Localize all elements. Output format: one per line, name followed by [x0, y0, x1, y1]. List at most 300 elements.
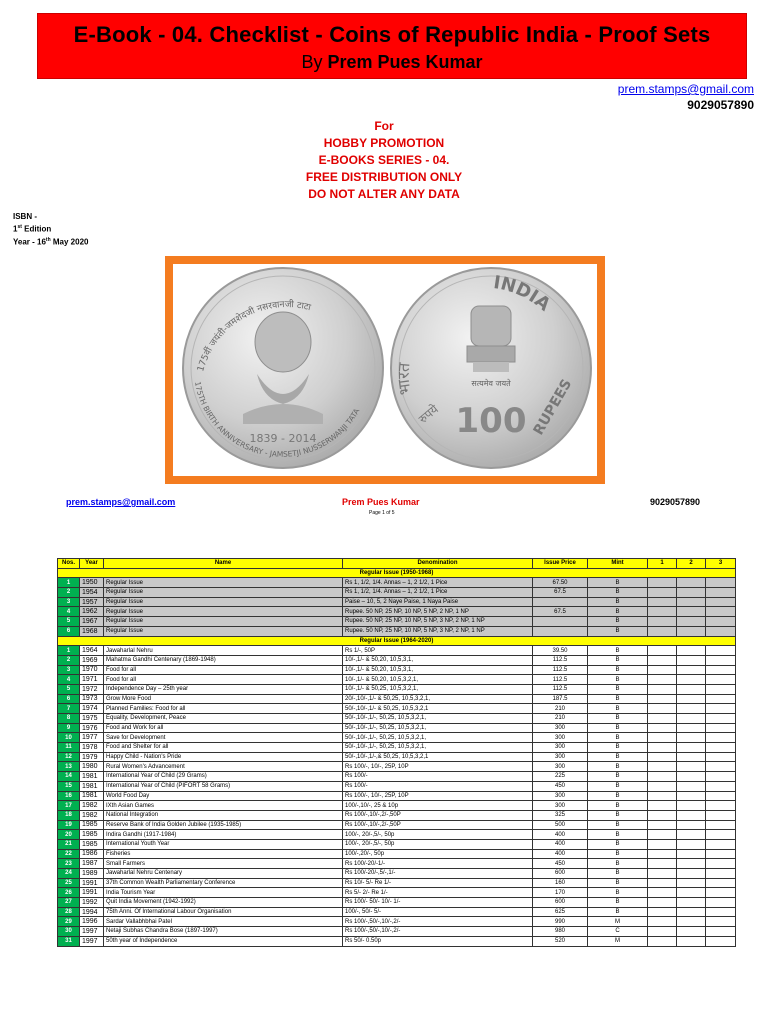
table-row [58, 588, 736, 598]
row-mint: B [588, 743, 648, 753]
row-year: 1974 [80, 704, 104, 714]
row-number: 2 [58, 588, 80, 598]
checkbox-cell[interactable] [706, 781, 736, 791]
checkbox-cell[interactable] [677, 665, 706, 675]
checkbox-cell[interactable] [648, 772, 677, 782]
row-name: Reserve Bank of India Golden Jubilee (1935-1985) [104, 820, 343, 830]
table-header-row [58, 559, 736, 569]
row-number: 24 [58, 869, 80, 879]
checkbox-cell[interactable] [706, 723, 736, 733]
table-row [58, 762, 736, 772]
checkbox-cell[interactable] [648, 607, 677, 617]
row-name: Planned Families: Food for all [104, 704, 343, 714]
section-header-row [58, 568, 736, 578]
row-denomination: Rs 100/-, 10/-, 25P, 10P [343, 762, 533, 772]
row-year: 1997 [80, 936, 104, 946]
checkbox-cell[interactable] [677, 704, 706, 714]
checkbox-cell[interactable] [706, 839, 736, 849]
row-issue-price: 300 [533, 733, 588, 743]
checkbox-cell[interactable] [677, 714, 706, 724]
row-denomination: 100/-, 20/-,5/-, 50p [343, 830, 533, 840]
row-denomination: Rs 100/-,10/-,2/-,50P [343, 820, 533, 830]
row-number: 18 [58, 810, 80, 820]
checkbox-cell[interactable] [648, 626, 677, 636]
row-issue-price: 600 [533, 898, 588, 908]
email-link[interactable]: prem.stamps@gmail.com [617, 82, 754, 96]
checkbox-cell[interactable] [677, 791, 706, 801]
row-denomination: Rs 1/-, 50P [343, 646, 533, 656]
checkbox-cell[interactable] [706, 714, 736, 724]
table-row [58, 607, 736, 617]
checkbox-cell[interactable] [677, 597, 706, 607]
checkbox-cell[interactable] [706, 762, 736, 772]
row-name: Food for all [104, 665, 343, 675]
row-year: 1991 [80, 888, 104, 898]
checklist-table [57, 558, 736, 947]
col-header: Denomination [343, 559, 533, 569]
checkbox-cell[interactable] [706, 733, 736, 743]
checkbox-cell[interactable] [648, 878, 677, 888]
table-row [58, 839, 736, 849]
row-number: 21 [58, 839, 80, 849]
coin-illustration [173, 264, 597, 476]
checkbox-cell[interactable] [706, 830, 736, 840]
coin-reverse [391, 268, 591, 468]
row-name: Jawaharlal Nehru [104, 646, 343, 656]
checkbox-cell[interactable] [677, 752, 706, 762]
phone-number: 9029057890 [687, 98, 754, 112]
row-name: International Year of Child (PIFORT 58 Grams) [104, 781, 343, 791]
row-mint: B [588, 859, 648, 869]
row-mint: M [588, 917, 648, 927]
row-name: 37th Common Wealth Parliamentary Conference [104, 878, 343, 888]
checkbox-cell[interactable] [706, 665, 736, 675]
checkbox-cell[interactable] [648, 791, 677, 801]
checkbox-cell[interactable] [706, 936, 736, 946]
row-year: 1977 [80, 733, 104, 743]
checkbox-cell[interactable] [648, 617, 677, 627]
row-mint: B [588, 665, 648, 675]
checkbox-cell[interactable] [648, 830, 677, 840]
row-denomination: 50/-,10/-,1/-, 50,25, 10,5,3,2,1, [343, 723, 533, 733]
checkbox-cell[interactable] [648, 665, 677, 675]
checkbox-cell[interactable] [648, 752, 677, 762]
row-year: 1994 [80, 907, 104, 917]
coin-right-left-text: भारत [393, 361, 415, 397]
checkbox-cell[interactable] [706, 772, 736, 782]
row-number: 26 [58, 888, 80, 898]
checkbox-cell[interactable] [677, 675, 706, 685]
checkbox-cell[interactable] [677, 849, 706, 859]
row-denomination: Rs 100/-20/-1/- [343, 859, 533, 869]
checkbox-cell[interactable] [677, 830, 706, 840]
row-denomination: 10/-,1/- & 50,25, 10,5,3,2,1, [343, 684, 533, 694]
checkbox-cell[interactable] [706, 646, 736, 656]
row-number: 5 [58, 617, 80, 627]
checkbox-cell[interactable] [706, 820, 736, 830]
table-row [58, 849, 736, 859]
checkbox-cell[interactable] [648, 704, 677, 714]
checkbox-cell[interactable] [648, 820, 677, 830]
row-year: 1976 [80, 723, 104, 733]
row-denomination: 10/-,1/- & 50,20, 10,5,3,1, [343, 655, 533, 665]
row-mint: B [588, 869, 648, 879]
row-year: 1971 [80, 675, 104, 685]
row-mint: B [588, 675, 648, 685]
checkbox-cell[interactable] [648, 810, 677, 820]
checkbox-cell[interactable] [706, 675, 736, 685]
row-mint: B [588, 597, 648, 607]
row-issue-price: 39.50 [533, 646, 588, 656]
row-year: 1985 [80, 820, 104, 830]
table-row [58, 878, 736, 888]
checkbox-cell[interactable] [706, 849, 736, 859]
checkbox-cell[interactable] [648, 907, 677, 917]
row-denomination: Rs 100/-,50/-,10/-,2/- [343, 917, 533, 927]
table-row [58, 907, 736, 917]
row-year: 1950 [80, 578, 104, 588]
checkbox-cell[interactable] [677, 907, 706, 917]
table-row [58, 733, 736, 743]
row-name: Food for all [104, 675, 343, 685]
row-name: Regular Issue [104, 617, 343, 627]
row-year: 1967 [80, 617, 104, 627]
checkbox-cell[interactable] [648, 781, 677, 791]
checkbox-cell[interactable] [648, 655, 677, 665]
checkbox-cell[interactable] [706, 704, 736, 714]
checkbox-cell[interactable] [648, 801, 677, 811]
row-year: 1989 [80, 869, 104, 879]
row-year: 1957 [80, 597, 104, 607]
checkbox-cell[interactable] [706, 694, 736, 704]
row-issue-price: 300 [533, 762, 588, 772]
row-issue-price: 500 [533, 820, 588, 830]
promo-block [0, 118, 768, 203]
row-name: Save for Development [104, 733, 343, 743]
row-number: 17 [58, 801, 80, 811]
row-name: Happy Child - Nation's Pride [104, 752, 343, 762]
row-denomination: Rs 100/-,50/-,10/-,2/- [343, 927, 533, 937]
checkbox-cell[interactable] [648, 675, 677, 685]
checkbox-cell[interactable] [706, 588, 736, 598]
row-name: Indira Gandhi (1917-1984) [104, 830, 343, 840]
row-denomination: 10/-,1/- & 50,20, 10,5,3,2,1, [343, 675, 533, 685]
checkbox-cell[interactable] [677, 646, 706, 656]
row-year: 1972 [80, 684, 104, 694]
row-name: Sardar Vallabhbhai Patel [104, 917, 343, 927]
checkbox-cell[interactable] [648, 869, 677, 879]
row-mint: B [588, 801, 648, 811]
row-year: 1985 [80, 830, 104, 840]
coin-motto: सत्यमेव जयते [471, 379, 511, 388]
checkbox-cell[interactable] [677, 820, 706, 830]
checkbox-cell[interactable] [648, 588, 677, 598]
row-number: 28 [58, 907, 80, 917]
row-number: 8 [58, 714, 80, 724]
checkbox-cell[interactable] [677, 859, 706, 869]
checkbox-cell[interactable] [648, 646, 677, 656]
checkbox-cell[interactable] [706, 752, 736, 762]
row-issue-price: 112.5 [533, 675, 588, 685]
row-name: Rural Women's Advancement [104, 762, 343, 772]
checkbox-cell[interactable] [677, 588, 706, 598]
checkbox-cell[interactable] [677, 898, 706, 908]
row-mint: B [588, 646, 648, 656]
row-issue-price: 170 [533, 888, 588, 898]
checkbox-cell[interactable] [677, 617, 706, 627]
checkbox-cell[interactable] [648, 917, 677, 927]
coin-left-bottom-text: 175TH BIRTH ANNIVERSARY - JAMSETJI NUSSERWANJI TATA [192, 380, 362, 459]
row-name: Food and Shelter for all [104, 743, 343, 753]
checkbox-cell[interactable] [648, 684, 677, 694]
checkbox-cell[interactable] [706, 927, 736, 937]
checkbox-cell[interactable] [677, 936, 706, 946]
row-number: 7 [58, 704, 80, 714]
checkbox-cell[interactable] [677, 810, 706, 820]
checkbox-cell[interactable] [648, 839, 677, 849]
row-mint: B [588, 810, 648, 820]
checkbox-cell[interactable] [677, 772, 706, 782]
row-number: 6 [58, 694, 80, 704]
row-name: International Year of Child (29 Grams) [104, 772, 343, 782]
row-number: 25 [58, 878, 80, 888]
checkbox-cell[interactable] [706, 888, 736, 898]
row-issue-price: 300 [533, 723, 588, 733]
row-mint: B [588, 684, 648, 694]
col-header: 1 [648, 559, 677, 569]
row-name: IXth Asian Games [104, 801, 343, 811]
promo-line: HOBBY PROMOTION [323, 136, 445, 150]
footer-phone: 9029057890 [650, 497, 701, 507]
checkbox-cell[interactable] [706, 626, 736, 636]
table-row [58, 936, 736, 946]
row-year: 1987 [80, 859, 104, 869]
row-issue-price: 990 [533, 917, 588, 927]
author-line [38, 52, 746, 73]
checkbox-cell[interactable] [706, 578, 736, 588]
row-name: Netaji Subhas Chandra Bose (1897-1997) [104, 927, 343, 937]
page-number: Page 1 of 5 [369, 510, 395, 516]
checkbox-cell[interactable] [706, 917, 736, 927]
checkbox-cell[interactable] [648, 694, 677, 704]
row-mint: B [588, 849, 648, 859]
row-name: Mahatma Gandhi Centenary (1869-1948) [104, 655, 343, 665]
checkbox-cell[interactable] [648, 733, 677, 743]
row-issue-price: 300 [533, 801, 588, 811]
checkbox-cell[interactable] [677, 869, 706, 879]
row-name: Equality, Development, Peace [104, 714, 343, 724]
row-issue-price: 400 [533, 849, 588, 859]
table-row [58, 791, 736, 801]
row-issue-price: 450 [533, 859, 588, 869]
row-name: 75th Anni. Of International Labour Organisation [104, 907, 343, 917]
row-number: 3 [58, 665, 80, 675]
row-number: 9 [58, 723, 80, 733]
checkbox-cell[interactable] [677, 694, 706, 704]
row-denomination: 50/-,10/-,1/-, 50,25, 10,5,3,2,1, [343, 743, 533, 753]
row-name: Independence Day – 25th year [104, 684, 343, 694]
row-year: 1954 [80, 588, 104, 598]
row-mint: B [588, 694, 648, 704]
row-name: Small Farmers [104, 859, 343, 869]
checkbox-cell[interactable] [677, 927, 706, 937]
checkbox-cell[interactable] [706, 869, 736, 879]
coin-unit: RUPEES [530, 376, 576, 438]
row-issue-price: 300 [533, 752, 588, 762]
checkbox-cell[interactable] [677, 917, 706, 927]
row-denomination: 50/-,10/-,1/-, 50,25, 10,5,3,2,1, [343, 714, 533, 724]
row-mint: B [588, 655, 648, 665]
col-header: Nos. [58, 559, 80, 569]
checkbox-cell[interactable] [648, 927, 677, 937]
row-mint: B [588, 781, 648, 791]
checkbox-cell[interactable] [648, 578, 677, 588]
row-number: 14 [58, 772, 80, 782]
checkbox-cell[interactable] [677, 839, 706, 849]
row-issue-price: 160 [533, 878, 588, 888]
checkbox-cell[interactable] [706, 791, 736, 801]
checkbox-cell[interactable] [677, 878, 706, 888]
checkbox-cell[interactable] [677, 743, 706, 753]
row-mint: B [588, 772, 648, 782]
row-number: 3 [58, 597, 80, 607]
row-issue-price: 187.5 [533, 694, 588, 704]
table-row [58, 859, 736, 869]
row-issue-price [533, 626, 588, 636]
section-header-row [58, 636, 736, 646]
footer-author: Prem Pues Kumar [342, 497, 420, 507]
promo-line: E-BOOKS SERIES - 04. [318, 153, 450, 167]
checkbox-cell[interactable] [706, 907, 736, 917]
row-name: Regular Issue [104, 607, 343, 617]
page-footer [0, 497, 768, 521]
row-issue-price: 67.50 [533, 578, 588, 588]
row-issue-price: 325 [533, 810, 588, 820]
row-denomination: 100/-, 20/-,5/-, 50p [343, 839, 533, 849]
row-denomination: Rupee. 50 NP, 25 NP, 10 NP, 5 NP, 3 NP, 2 NP, 1 NP [343, 617, 533, 627]
row-issue-price: 450 [533, 781, 588, 791]
row-denomination: Rs 100/- 50/- 10/- 1/- [343, 898, 533, 908]
row-year: 1978 [80, 743, 104, 753]
row-name: Fisheries [104, 849, 343, 859]
checkbox-cell[interactable] [677, 801, 706, 811]
checkbox-cell[interactable] [648, 723, 677, 733]
coin-years: 1839 - 2014 [249, 432, 317, 445]
checkbox-cell[interactable] [706, 859, 736, 869]
checkbox-cell[interactable] [677, 723, 706, 733]
row-number: 31 [58, 936, 80, 946]
table-row [58, 578, 736, 588]
row-number: 13 [58, 762, 80, 772]
checkbox-cell[interactable] [677, 762, 706, 772]
coin-hindi-unit: रुपये [415, 402, 441, 427]
row-mint: B [588, 733, 648, 743]
table-row [58, 781, 736, 791]
row-year: 1997 [80, 927, 104, 937]
checkbox-cell[interactable] [706, 898, 736, 908]
table-row [58, 830, 736, 840]
row-number: 27 [58, 898, 80, 908]
row-name: Quit India Movement (1942-1992) [104, 898, 343, 908]
table-row [58, 917, 736, 927]
row-denomination: 50/-,10/-,1/-,& 50,25, 10,5,3,2,1 [343, 752, 533, 762]
checkbox-cell[interactable] [648, 888, 677, 898]
row-denomination: Rs 100/-,10/-,2/-,50P [343, 810, 533, 820]
coin-left-top-text: 175वीं जयंती-जमशेदजी नसरवानजी टाटा [196, 299, 312, 373]
checkbox-cell[interactable] [677, 578, 706, 588]
table-row [58, 694, 736, 704]
footer-email-link[interactable]: prem.stamps@gmail.com [66, 497, 176, 507]
checkbox-cell[interactable] [677, 888, 706, 898]
checkbox-cell[interactable] [648, 597, 677, 607]
checkbox-cell[interactable] [706, 655, 736, 665]
table-row [58, 626, 736, 636]
checkbox-cell[interactable] [677, 607, 706, 617]
checkbox-cell[interactable] [706, 597, 736, 607]
row-year: 1982 [80, 810, 104, 820]
checkbox-cell[interactable] [648, 762, 677, 772]
checkbox-cell[interactable] [648, 714, 677, 724]
table-row [58, 869, 736, 879]
row-number: 5 [58, 684, 80, 694]
row-denomination: Paise – 10, 5, 2 Naye Paise, 1 Naya Paise [343, 597, 533, 607]
lion-capital-icon [467, 306, 515, 372]
checkbox-cell[interactable] [648, 849, 677, 859]
row-mint: B [588, 704, 648, 714]
checkbox-cell[interactable] [706, 617, 736, 627]
checkbox-cell[interactable] [706, 810, 736, 820]
checkbox-cell[interactable] [648, 936, 677, 946]
row-name: Regular Issue [104, 578, 343, 588]
checkbox-cell[interactable] [648, 898, 677, 908]
col-header: 2 [677, 559, 706, 569]
table-row [58, 752, 736, 762]
checkbox-cell[interactable] [677, 684, 706, 694]
checkbox-cell[interactable] [677, 655, 706, 665]
checkbox-cell[interactable] [706, 684, 736, 694]
row-mint: B [588, 588, 648, 598]
coin-image-frame [165, 256, 605, 484]
checkbox-cell[interactable] [677, 626, 706, 636]
row-year: 1985 [80, 839, 104, 849]
row-mint: M [588, 936, 648, 946]
checkbox-cell[interactable] [706, 607, 736, 617]
checkbox-cell[interactable] [706, 878, 736, 888]
row-mint: C [588, 927, 648, 937]
checkbox-cell[interactable] [706, 743, 736, 753]
checkbox-cell[interactable] [706, 801, 736, 811]
row-number: 22 [58, 849, 80, 859]
section-title: Regular Issue (1964-2020) [58, 636, 736, 646]
row-issue-price: 400 [533, 830, 588, 840]
row-issue-price: 625 [533, 907, 588, 917]
row-number: 2 [58, 655, 80, 665]
row-number: 16 [58, 791, 80, 801]
checkbox-cell[interactable] [677, 733, 706, 743]
row-number: 12 [58, 752, 80, 762]
table-row [58, 888, 736, 898]
checkbox-cell[interactable] [648, 859, 677, 869]
checkbox-cell[interactable] [648, 743, 677, 753]
checkbox-cell[interactable] [677, 781, 706, 791]
row-issue-price: 300 [533, 743, 588, 753]
row-year: 1962 [80, 607, 104, 617]
row-issue-price [533, 617, 588, 627]
row-denomination: Rs 100/-, 10/-, 25P, 10P [343, 791, 533, 801]
row-number: 15 [58, 781, 80, 791]
isbn-label: ISBN - [13, 212, 37, 221]
row-denomination: Rs 1, 1/2, 1/4. Annas – 1, 2 1/2, 1 Pice [343, 588, 533, 598]
